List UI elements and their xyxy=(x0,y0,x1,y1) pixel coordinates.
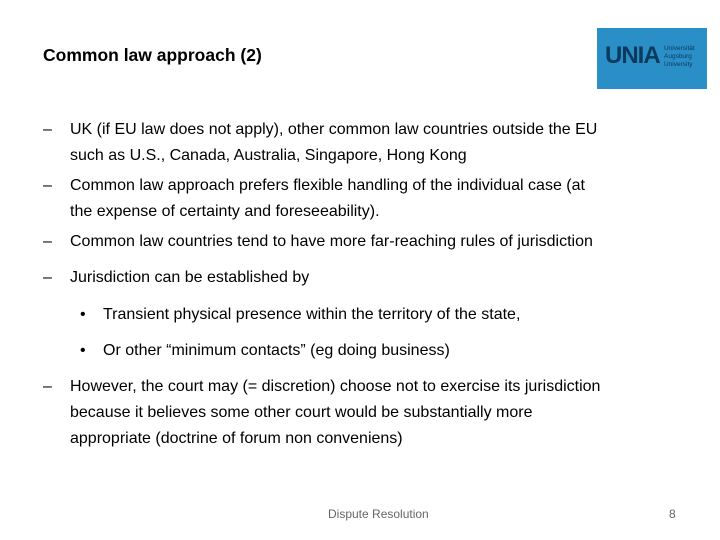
bullet-line: Common law countries tend to have more far-reaching rules of jurisdiction xyxy=(70,233,593,250)
bullet-line: the expense of certainty and foreseeability). xyxy=(70,203,380,220)
bullet-marker: – xyxy=(43,269,52,286)
logo-mark: UNIA xyxy=(605,42,660,69)
bullet-line: appropriate (doctrine of forum non conveniens) xyxy=(70,430,403,447)
bullet-line: Transient physical presence within the territory of the state, xyxy=(103,306,521,323)
bullet-line: Common law approach prefers flexible handling of the individual case (at xyxy=(70,177,585,194)
bullet-marker: – xyxy=(43,177,52,194)
university-logo xyxy=(597,28,707,89)
logo-line: University xyxy=(664,61,693,68)
bullet-marker: – xyxy=(43,378,52,395)
bullet-line: UK (if EU law does not apply), other common law countries outside the EU xyxy=(70,121,598,138)
bullet-marker: • xyxy=(80,342,86,359)
logo-text xyxy=(664,45,695,69)
bullet-marker: • xyxy=(80,306,86,323)
bullet-line: because it believes some other court would be substantially more xyxy=(70,404,533,421)
bullet-line: such as U.S., Canada, Australia, Singapore, Hong Kong xyxy=(70,147,467,164)
bullet-line: Or other “minimum contacts” (eg doing business) xyxy=(103,342,450,359)
logo-line: Augsburg xyxy=(664,53,692,60)
bullet-line: Jurisdiction can be established by xyxy=(70,269,310,286)
footer-title: Dispute Resolution xyxy=(328,507,429,521)
bullet-marker: – xyxy=(43,233,52,250)
page-number: 8 xyxy=(669,507,676,521)
slide-title: Common law approach (2) xyxy=(43,45,262,65)
bullet-marker: – xyxy=(43,121,52,138)
logo-line: Universität xyxy=(664,45,695,52)
bullet-line: However, the court may (= discretion) choose not to exercise its jurisdiction xyxy=(70,378,601,395)
